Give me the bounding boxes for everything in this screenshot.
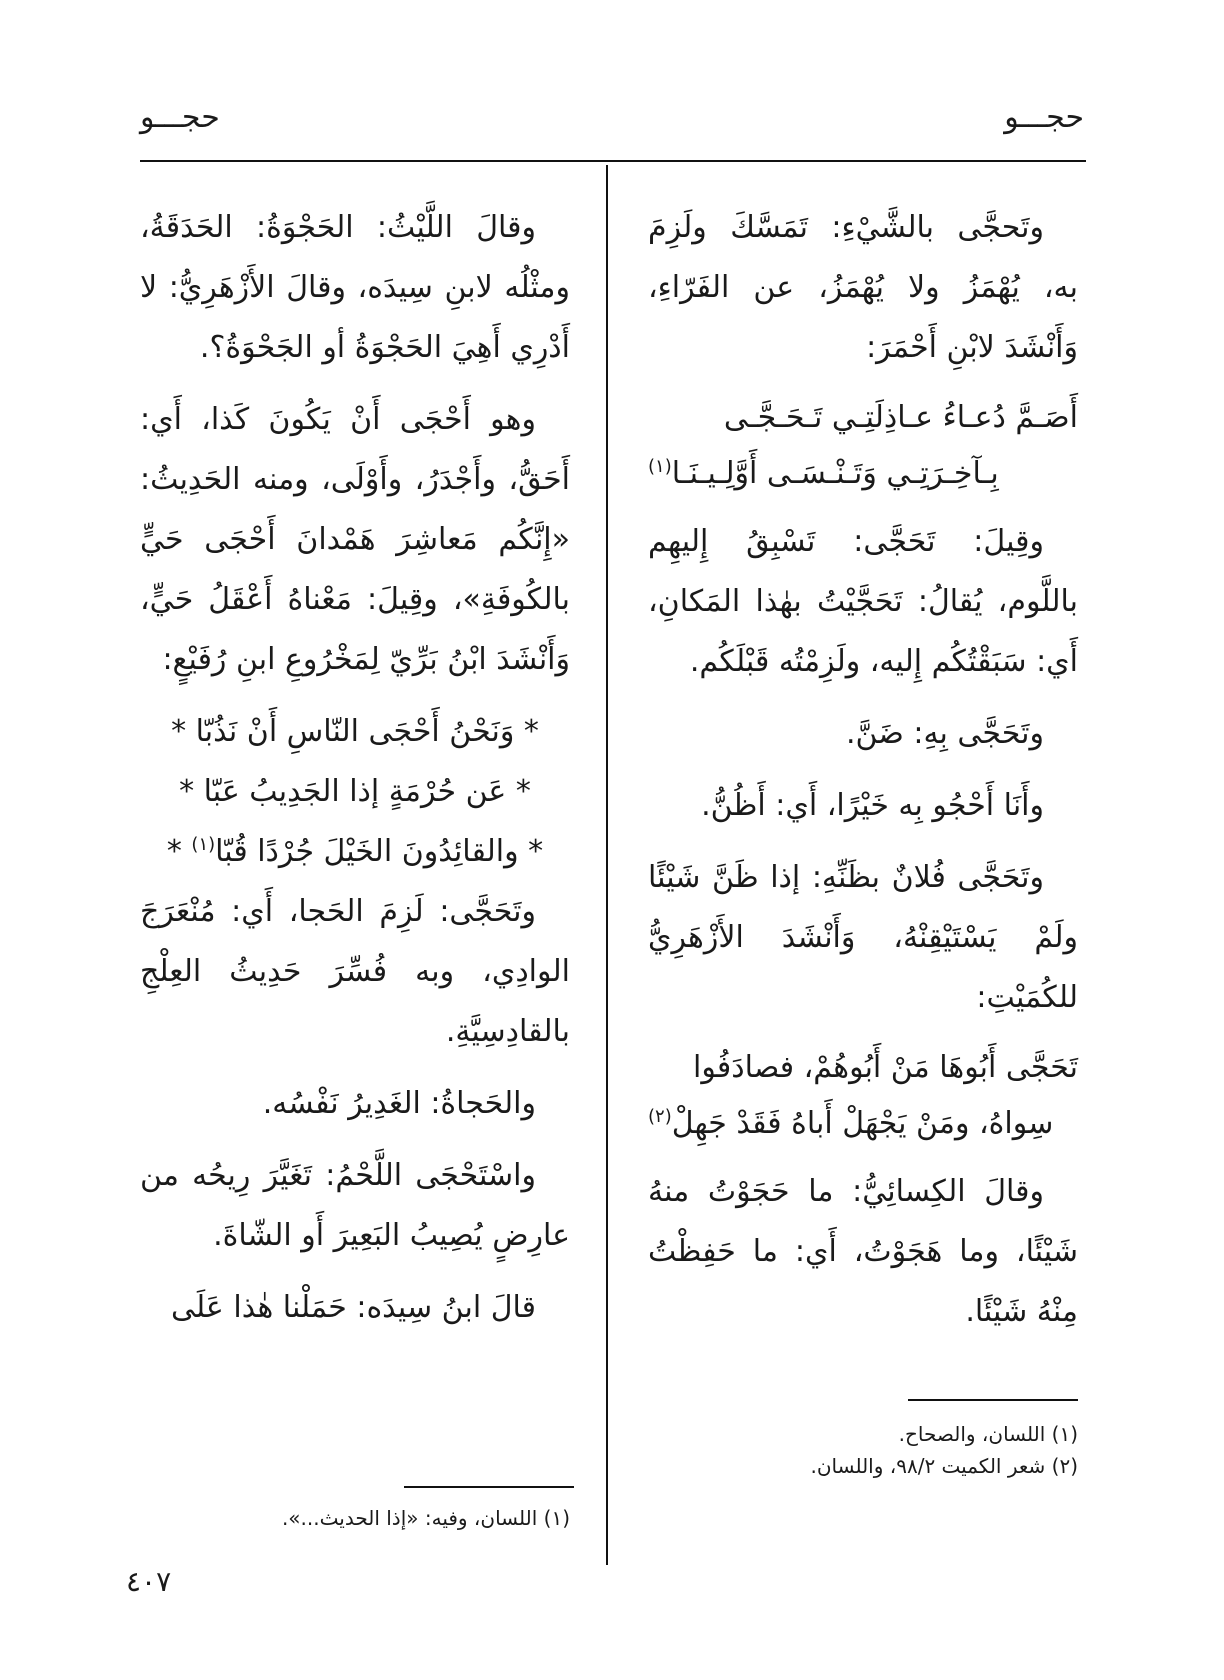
entry-paragraph: وقِيلَ: تَحَجَّى: تَسْبِقُ إِليهِم باللَّوم، يُقالُ: تَحَجَّيْتُ بهٰذا المَكانِ، أَي: سَبَقْتُكُم إِليه، ولَزِمْتُه قَبْلَكُم. [648,524,1078,679]
footnote-rule-left [404,1486,574,1488]
entry-paragraph: وتَحَجَّى فُلانٌ بظَنِّهِ: إذا ظَنَّ شَيْئًا ولَمْ يَسْتَيْقِنْهُ، وَأَنْشَدَ الأَزْهَرِيُّ للكُمَيْتِ: [648,860,1078,1015]
footnote-marker: (١) [648,456,672,477]
left-column [140,198,570,1350]
entry-paragraph: وأَنَا أَحْجُو بِه خَيْرًا، أَي: أَظُنُّ. [701,788,1044,823]
entry-paragraph: وتَحَجَّى بِهِ: ضَنَّ. [845,716,1044,751]
entry-paragraph: واسْتَحْجَى اللَّحْمُ: تَغَيَّرَ رِيحُه من عارِضٍ يُصِيبُ البَعِيرَ أَو الشّاةَ. [140,1158,570,1253]
rajaz-line: * وَنَحْنُ أَحْجَى النّاسِ أَنْ نَذُبّا * [171,714,539,749]
footnote-marker: (١) [191,834,216,855]
rajaz-text: * والقائِدُونَ الخَيْلَ جُرْدًا قُبّا [215,834,544,869]
footnote-rule-right [908,1399,1078,1401]
verse-second-hemistich [648,1096,1078,1152]
column-divider [606,165,608,1565]
rajaz-line [140,822,570,882]
rajaz-ornament: * [166,834,192,869]
verse-first-hemistich: تَحَجَّى أَبُوهَا مَنْ أَبُوهُمْ، فصادَفُوا [693,1050,1078,1085]
footnote: (١) اللسان، والصحاح. [898,1422,1078,1446]
running-head-left: حجـــو [140,100,220,135]
footnotes-right [648,1418,1078,1482]
entry-paragraph: وهو أَحْجَى أَنْ يَكُونَ كَذا، أَي: أَحَقُّ، وأَجْدَرُ، وأَوْلَى، ومنه الحَدِيثُ: «إِنَّكُم مَعاشِرَ هَمْدانَ أَحْجَى حَيٍّ بالكُوفَةِ»، وقِيلَ: مَعْناهُ أَعْقَلُ حَيٍّ، وَأَنْشَدَ ابْنُ بَرِّيّ لِمَخْرُوعِ ابنِ رُفَيْعٍ: [140,402,570,677]
entry-paragraph: وقالَ الكِسائِيُّ: ما حَجَوْتُ منهُ شَيْئًا، وما هَجَوْتُ، أَي: ما حَفِظْتُ مِنْهُ شَيْئًا. [648,1174,1078,1329]
page-number: ٤٠٧ [126,1565,172,1598]
rajaz-line: * عَن حُرْمَةٍ إذا الجَدِيبُ عَبّا * [179,774,531,809]
right-column [648,198,1078,1354]
verse-second-hemistich [648,446,1078,502]
footnote: (١) اللسان، وفيه: «إذا الحديث...». [281,1506,570,1530]
footnote-marker: (٢) [648,1106,672,1127]
entry-paragraph: وتَحَجَّى: لَزِمَ الحَجا، أَي: مُنْعَرَجَ الوادِي، وبه فُسِّرَ حَدِيثُ العِلْجِ بالقادِسِيَّةِ. [140,894,570,1049]
verse-first-hemistich: أَصَـمَّ دُعـاءُ عـاذِلَتِـي تَـحَـجَّـى [723,400,1078,435]
entry-paragraph: وقالَ اللَّيْثُ: الحَجْوَةُ: الحَدَقَةُ، ومثْلُه لابنِ سِيدَه، وقالَ الأَزْهَرِيُّ: لا أَدْرِي أَهِيَ الحَجْوَةُ أو الجَحْوَةُ؟. [140,210,570,365]
poetry-verse [648,390,1078,502]
verse-text: بِـآخِـرَتِـي وَتَـنْـسَـى أَوَّلِـيـنَـا [671,456,999,491]
header-rule [140,160,1086,162]
poetry-verse [648,1040,1078,1152]
running-head-right: حجـــو [1004,100,1084,135]
entry-paragraph: وتَحجَّى بالشَّيْءِ: تَمَسَّكَ ولَزِمَ به، يُهْمَزُ ولا يُهْمَزُ، عن الفَرّاءِ، وَأَنْشَدَ لابْنِ أَحْمَرَ: [648,210,1078,365]
footnotes-left [140,1502,570,1534]
footnote: (٢) شعر الكميت ٩٨/٢، واللسان. [810,1454,1078,1478]
entry-paragraph: قالَ ابنُ سِيدَه: حَمَلْنا هٰذا عَلَى [171,1290,536,1325]
entry-paragraph: والحَجاةُ: الغَدِيرُ نَفْسُه. [262,1086,536,1121]
verse-text: سِواهُ، ومَنْ يَجْهَلْ أَباهُ فَقَدْ جَهِلْ [671,1106,1054,1141]
